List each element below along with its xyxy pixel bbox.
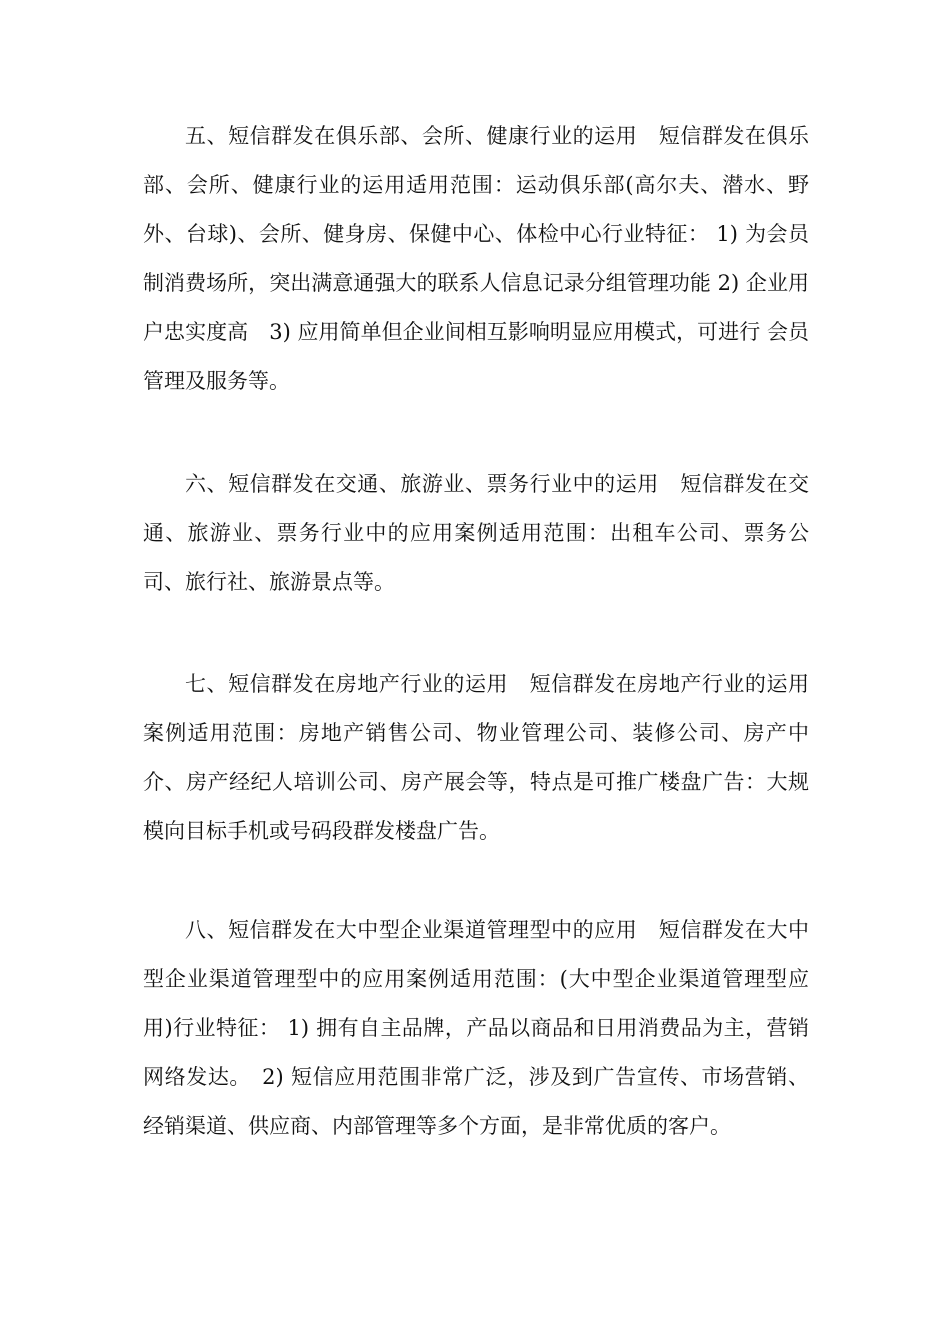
paragraph-real-estate: 七、短信群发在房地产行业的运用 短信群发在房地产行业的运用案例适用范围：房地产销售公司、物业管理公司、装修公司、房产中介、房产经纪人培训公司、房产展会等，特点是可推广楼盘广告：大规模向目标手机或号码段群发楼盘广告。: [143, 672, 809, 843]
paragraph-enterprise-channel: 八、短信群发在大中型企业渠道管理型中的应用 短信群发在大中型企业渠道管理型中的应用案例适用范围：(大中型企业渠道管理型应用)行业特征： 1) 拥有自主品牌，产品以商品和日用消费品为主，营销网络发达。 2) 短信应用范围非常广泛，涉及到广告宣传、市场营销、经销渠道、供应商、内部管理等多个方面，是非常优质的客户。: [143, 918, 809, 1138]
paragraph-transport-travel: 六、短信群发在交通、旅游业、票务行业中的运用 短信群发在交通、旅游业、票务行业中的应用案例适用范围：出租车公司、票务公司、旅行社、旅游景点等。: [143, 472, 809, 594]
paragraph-club-health: 五、短信群发在俱乐部、会所、健康行业的运用 短信群发在俱乐部、会所、健康行业的运用适用范围：运动俱乐部(高尔夫、潜水、野外、台球)、会所、健身房、保健中心、体检中心行业特征： 1) 为会员制消费场所，突出满意通强大的联系人信息记录分组管理功能 2) 企业用户忠实度高 3) 应用简单但企业间相互影响明显应用模式，可进行 会员管理及服务等。: [143, 124, 809, 393]
